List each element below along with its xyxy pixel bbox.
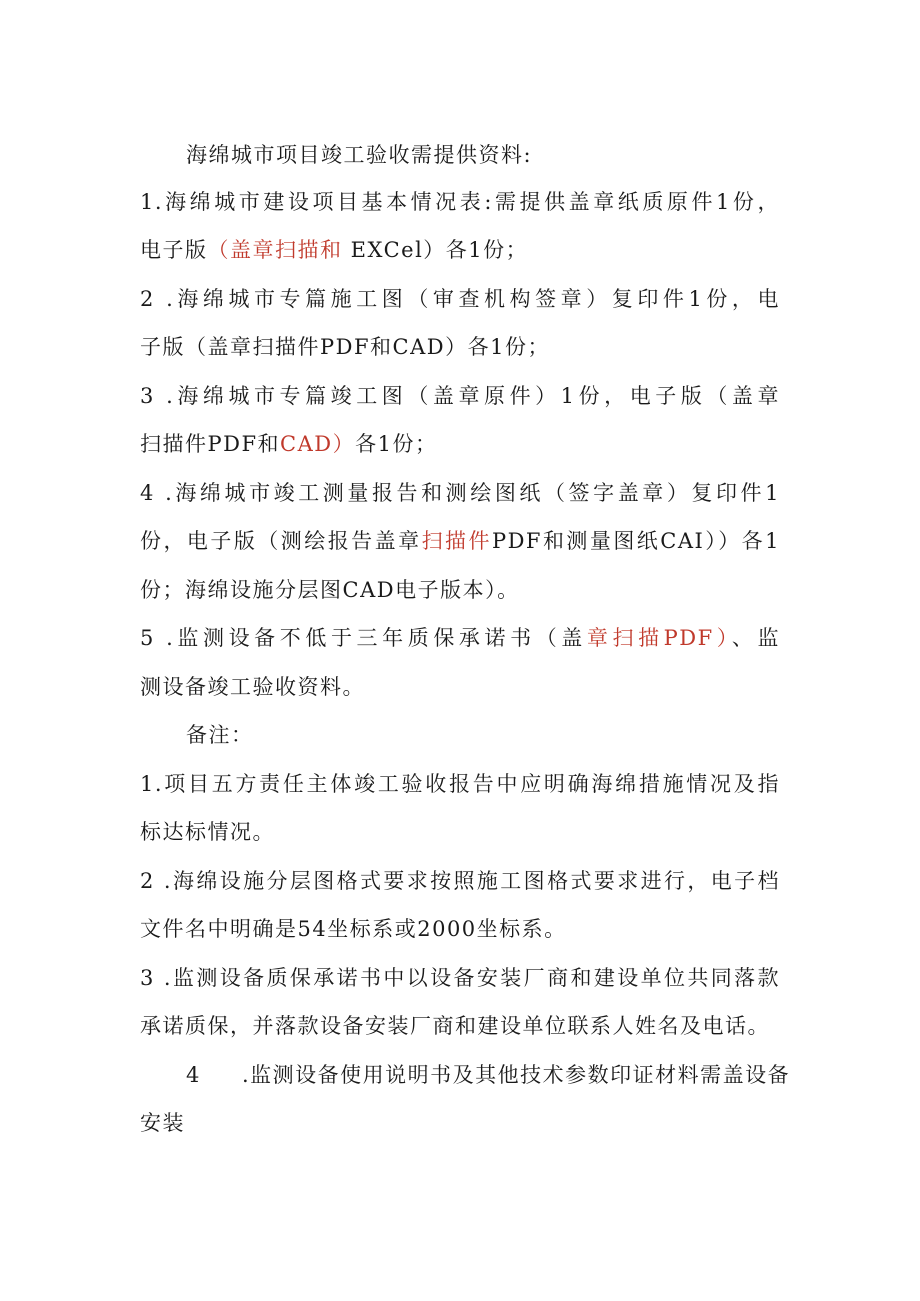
item-4-text-a: 份，电子版（测绘报告盖章 — [140, 529, 422, 553]
item-5-highlight: 章扫描PDF） — [586, 626, 732, 650]
item-3-highlight: CAD） — [280, 432, 356, 456]
note-3-line-1: 3 .监测设备质保承诺书中以设备安装厂商和建设单位共同落款 — [140, 966, 780, 990]
note-4-number: 4 — [186, 1063, 201, 1087]
item-3-line-2 — [140, 429, 780, 459]
item-2-line-2: 子版（盖章扫描件PDF和CAD）各1份； — [140, 335, 550, 359]
item-5-line-1 — [140, 623, 780, 653]
item-2-line-1: 2 .海绵城市专篇施工图（审查机构签章）复印件1份，电 — [140, 287, 780, 311]
doc-heading: 海绵城市项目竣工验收需提供资料: — [186, 143, 533, 167]
item-4-line-1: 4 .海绵城市竣工测量报告和测绘图纸（签字盖章）复印件1 — [140, 481, 780, 505]
note-2-line-2: 文件名中明确是54坐标系或2000坐标系。 — [140, 917, 567, 941]
item-1-text-a: 电子版 — [140, 238, 208, 262]
item-5-text-a: 5 .监测设备不低于三年质保承诺书（盖 — [140, 626, 587, 650]
item-1-highlight: （盖章扫描和 — [207, 238, 343, 262]
item-4-text-c: PDF和测量图纸CAI））各1 — [491, 529, 781, 553]
item-3-line-1: 3 .海绵城市专篇竣工图（盖章原件）1份，电子版（盖章 — [140, 384, 780, 408]
item-4-highlight: 扫描件 — [421, 529, 492, 553]
note-4-line-2: 安装 — [140, 1111, 185, 1135]
note-1-line-2: 标达标情况。 — [140, 820, 275, 844]
item-1-text-c: EXCel）各1份； — [342, 238, 529, 262]
item-4-line-3: 份；海绵设施分层图CAD电子版本）。 — [140, 578, 520, 602]
item-3-text-a: 扫描件PDF和 — [140, 432, 281, 456]
note-2-line-1: 2 .海绵设施分层图格式要求按照施工图格式要求进行，电子档 — [140, 869, 780, 893]
note-1-line-1: 1.项目五方责任主体竣工验收报告中应明确海绵措施情况及指 — [140, 772, 780, 796]
item-5-text-c: 、监 — [731, 626, 780, 650]
item-3-text-c: 各1份； — [355, 432, 438, 456]
item-1-line-1: 1.海绵城市建设项目基本情况表:需提供盖章纸质原件1份， — [140, 190, 780, 214]
item-1-line-2 — [140, 235, 780, 265]
note-4-line-1: .监测设备使用说明书及其他技术参数印证材料需盖设备 — [242, 1063, 791, 1087]
note-3-line-2: 承诺质保，并落款设备安装厂商和建设单位联系人姓名及电话。 — [140, 1014, 770, 1038]
notes-heading: 备注： — [186, 723, 254, 747]
item-5-line-2: 测设备竣工验收资料。 — [140, 675, 365, 699]
item-4-line-2 — [140, 526, 780, 556]
